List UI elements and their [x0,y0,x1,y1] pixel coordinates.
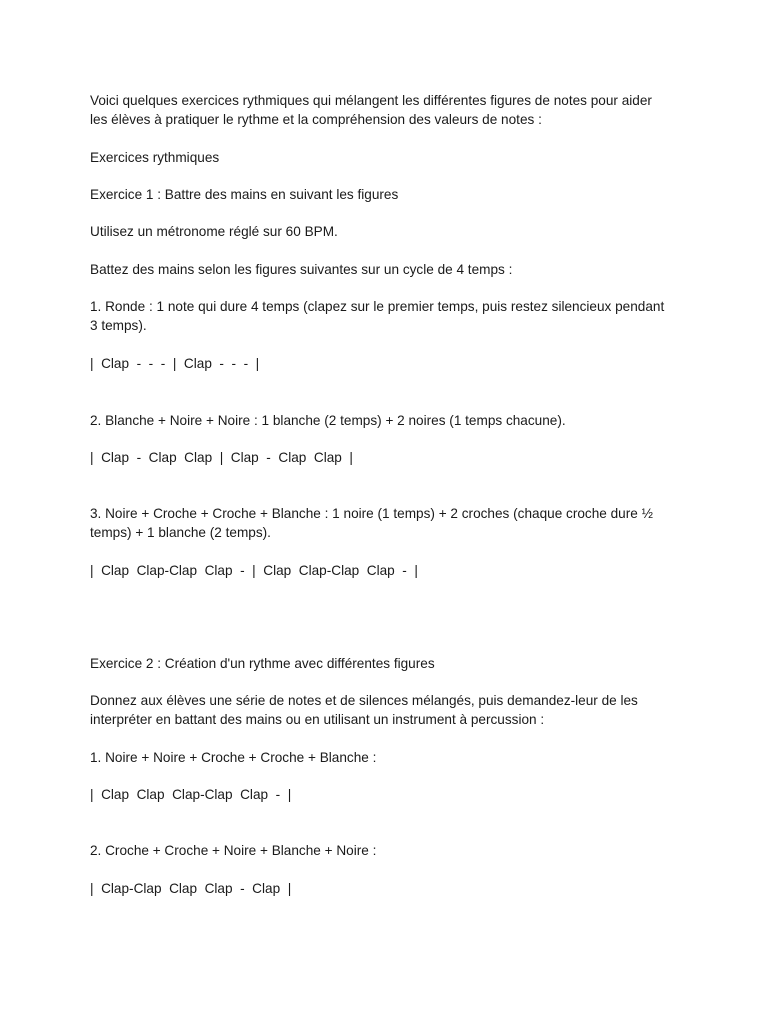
exercise-2-item-2: 2. Croche + Croche + Noire + Blanche + Noire : [90,843,377,858]
exercise-1-item-1-line-1: 1. Ronde : 1 note qui dure 4 temps (clapez sur le premier temps, puis restez silencieux pendant [90,299,665,314]
exercise-1-item-2: 2. Blanche + Noire + Noire : 1 blanche (2 temps) + 2 noires (1 temps chacune). [90,413,566,428]
exercise-1-item-3-line-1: 3. Noire + Croche + Croche + Blanche : 1 noire (1 temps) + 2 croches (chaque croche dure ½ [90,506,653,521]
exercise-2-instruction-line-2: interpréter en battant des mains ou en utilisant un instrument à percussion : [90,712,545,727]
document-heading: Exercices rythmiques [90,150,220,165]
exercise-2-item-1-pattern: | Clap Clap Clap-Clap Clap - | [90,787,292,802]
exercise-2-item-1: 1. Noire + Noire + Croche + Croche + Blanche : [90,750,377,765]
exercise-2-instruction-line-1: Donnez aux élèves une série de notes et de silences mélangés, puis demandez-leur de les [90,693,638,708]
exercise-1-metronome: Utilisez un métronome réglé sur 60 BPM. [90,224,338,239]
exercise-1-item-1-line-2: 3 temps). [90,318,147,333]
exercise-1-instruction: Battez des mains selon les figures suivantes sur un cycle de 4 temps : [90,262,513,277]
intro-line-2: les élèves à pratiquer le rythme et la compréhension des valeurs de notes : [90,112,542,127]
intro-line-1: Voici quelques exercices rythmiques qui mélangent les différentes figures de notes pour aider [90,93,652,108]
exercise-1-item-2-pattern: | Clap - Clap Clap | Clap - Clap Clap | [90,450,353,465]
exercise-1-item-1-pattern: | Clap - - - | Clap - - - | [90,356,260,371]
exercise-1-item-3-pattern: | Clap Clap-Clap Clap - | Clap Clap-Clap Clap - | [90,563,418,578]
exercise-1-item-3-line-2: temps) + 1 blanche (2 temps). [90,525,271,540]
exercise-2-item-2-pattern: | Clap-Clap Clap Clap - Clap | [90,881,292,896]
exercise-2-title: Exercice 2 : Création d'un rythme avec différentes figures [90,656,435,671]
exercise-1-title: Exercice 1 : Battre des mains en suivant les figures [90,187,399,202]
